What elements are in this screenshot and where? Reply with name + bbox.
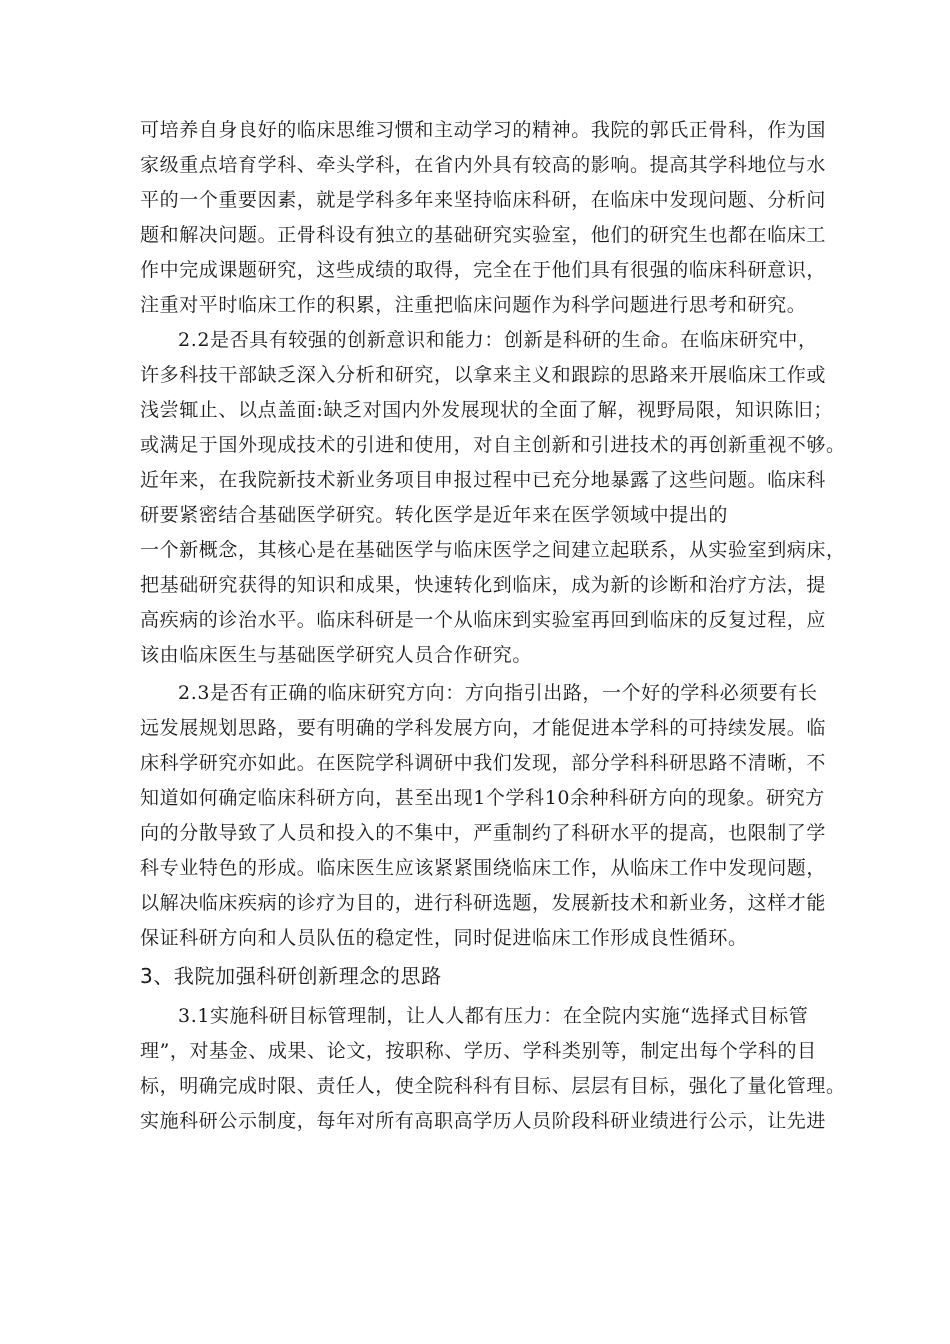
paragraph-line: 科专业特色的形成。临床医生应该紧紧围绕临床工作，从临床工作中发现问题，: [140, 857, 827, 879]
paragraph-line: 床科学研究亦如此。在医院学科调研中我们发现，部分学科科研思路不清晰，不: [140, 752, 827, 774]
paragraph-line: 理”，对基金、成果、论文，按职称、学历、学科类别等，制定出每个学科的目: [140, 1040, 817, 1062]
paragraph-line: 实施科研公示制度，每年对所有高职高学历人员阶段科研业绩进行公示，让先进: [140, 1110, 827, 1132]
paragraph-line: 浅尝辄止、以点盖面:缺乏对国内外发展现状的全面了解，视野局限，知识陈旧；: [140, 399, 834, 421]
paragraph-line: 研要紧密结合基础医学研究。转化医学是近年来在医学领域中提出的: [140, 504, 729, 526]
paragraph-line: 远发展规划思路，要有明确的学科发展方向，才能促进本学科的可持续发展。临: [140, 717, 827, 739]
paragraph-line: 或满足于国外现成技术的引进和使用，对自主创新和引进技术的再创新重视不够。: [140, 434, 846, 456]
paragraph-line: 高疾病的诊治水平。临床科研是一个从临床到实验室再回到临床的反复过程，应: [140, 609, 827, 631]
paragraph-line: 作中完成课题研究，这些成绩的取得，完全在于他们具有很强的临床科研意识，: [140, 259, 827, 281]
paragraph-line: 题和解决问题。正骨科设有独立的基础研究实验室，他们的研究生也都在临床工: [140, 224, 827, 246]
paragraph-line: 向的分散导致了人员和投入的不集中，严重制约了科研水平的提高，也限制了学: [140, 822, 827, 844]
paragraph-line: 保证科研方向和人员队伍的稳定性，同时促进临床工作形成良性循环。: [140, 927, 748, 949]
paragraph-line: 注重对平时临床工作的积累，注重把临床问题作为科学问题进行思考和研究。: [140, 294, 807, 316]
paragraph-line: 许多科技干部缺乏深入分析和研究，以拿来主义和跟踪的思路来开展临床工作或: [140, 364, 827, 386]
paragraph-line: 3.1实施科研目标管理制，让人人都有压力：在全院内实施“选择式目标管: [178, 1005, 809, 1027]
paragraph-line: 知道如何确定临床科研方向，甚至出现1个学科10余种科研方向的现象。研究方: [140, 787, 825, 809]
section-heading: 3、我院加强科研创新理念的思路: [140, 964, 442, 988]
paragraph-line: 标，明确完成时限、责任人，使全院科科有目标、层层有目标，强化了量化管理。: [140, 1075, 846, 1097]
paragraph-line: 以解决临床疾病的诊疗为目的，进行科研选题，发展新技术和新业务，这样才能: [140, 892, 827, 914]
paragraph-line: 该由临床医生与基础医学研究人员合作研究。: [140, 644, 533, 666]
paragraph-line: 2.3是否有正确的临床研究方向：方向指引出路，一个好的学科必须要有长: [178, 682, 818, 704]
paragraph-line: 把基础研究获得的知识和成果，快速转化到临床，成为新的诊断和治疗方法，提: [140, 574, 827, 596]
paragraph-line: 一个新概念，其核心是在基础医学与临床医学之间建立起联系，从实验室到病床，: [140, 539, 846, 561]
paragraph-line: 平的一个重要因素，就是学科多年来坚持临床科研，在临床中发现问题、分析问: [140, 189, 827, 211]
paragraph-line: 可培养自身良好的临床思维习惯和主动学习的精神。我院的郭氏正骨科，作为国: [140, 119, 827, 141]
paragraph-line: 家级重点培育学科、牵头学科，在省内外具有较高的影响。提高其学科地位与水: [140, 154, 827, 176]
paragraph-line: 2.2是否具有较强的创新意识和能力：创新是科研的生命。在临床研究中，: [178, 329, 818, 351]
paragraph-line: 近年来，在我院新技术新业务项目申报过程中已充分地暴露了这些问题。临床科: [140, 469, 827, 491]
